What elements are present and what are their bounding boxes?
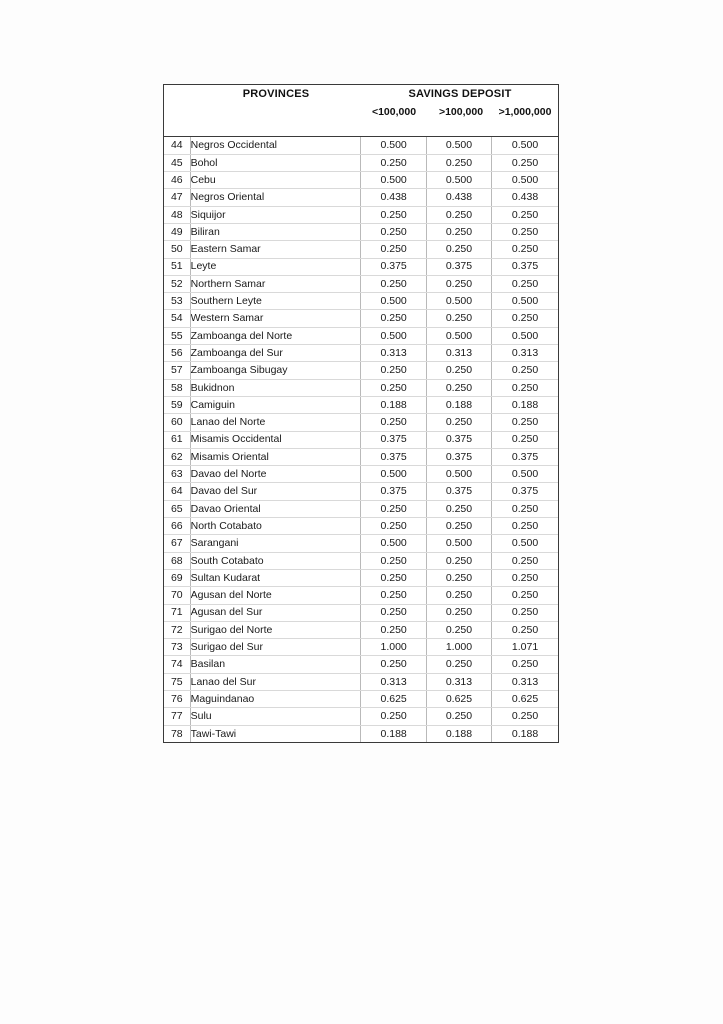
row-number: 70	[164, 587, 190, 604]
value-over-100000: 0.375	[426, 448, 491, 465]
table-row	[164, 466, 558, 483]
value-over-1000000: 0.250	[492, 518, 558, 535]
value-over-100000: 0.250	[426, 569, 491, 586]
value-over-1000000: 0.375	[492, 483, 558, 500]
province-name: Lanao del Norte	[190, 414, 361, 431]
value-under-100000: 0.500	[361, 535, 426, 552]
province-name: Eastern Samar	[190, 241, 361, 258]
province-name: Sarangani	[190, 535, 361, 552]
value-over-100000: 0.250	[426, 708, 491, 725]
value-over-1000000: 0.250	[492, 621, 558, 638]
province-name: Biliran	[190, 223, 361, 240]
value-under-100000: 0.375	[361, 483, 426, 500]
province-name: Maguindanao	[190, 691, 361, 708]
value-over-1000000: 1.071	[492, 639, 558, 656]
value-under-100000: 0.375	[361, 258, 426, 275]
row-number: 75	[164, 673, 190, 690]
row-number: 65	[164, 500, 190, 517]
province-name: Northern Samar	[190, 275, 361, 292]
table-row	[164, 656, 558, 673]
value-over-100000: 0.313	[426, 673, 491, 690]
value-over-100000: 0.250	[426, 362, 491, 379]
value-under-100000: 0.250	[361, 154, 426, 171]
row-number: 72	[164, 621, 190, 638]
province-name: Sultan Kudarat	[190, 569, 361, 586]
table-row	[164, 569, 558, 586]
header-subcolumn-over-100000: >100,000	[438, 106, 484, 118]
value-under-100000: 0.438	[361, 189, 426, 206]
header-provinces-label: PROVINCES	[242, 88, 310, 100]
province-name: Siquijor	[190, 206, 361, 223]
table-row	[164, 379, 558, 396]
value-over-1000000: 0.188	[511, 727, 539, 740]
row-number: 52	[164, 275, 190, 292]
table-header	[163, 84, 559, 136]
value-over-100000: 0.500	[426, 535, 491, 552]
value-under-100000: 0.250	[361, 362, 426, 379]
table-row	[164, 431, 558, 448]
table-row	[164, 241, 558, 258]
row-number: 48	[164, 206, 190, 223]
value-over-1000000: 0.250	[492, 569, 558, 586]
row-number: 56	[164, 345, 190, 362]
table-rows-container	[164, 137, 558, 742]
value-under-100000: 0.500	[361, 137, 426, 154]
table-row	[164, 535, 558, 552]
value-over-100000: 0.188	[426, 725, 491, 742]
province-name: North Cotabato	[190, 518, 361, 535]
province-name: Zamboanga del Norte	[190, 327, 361, 344]
province-name: Cebu	[190, 172, 361, 189]
table-row	[164, 154, 558, 171]
row-number: 61	[164, 431, 190, 448]
row-number: 74	[164, 656, 190, 673]
province-name: Zamboanga Sibugay	[190, 362, 361, 379]
province-name: Negros Occidental	[190, 137, 361, 154]
value-over-100000: 0.500	[426, 327, 491, 344]
value-under-100000: 0.375	[361, 431, 426, 448]
value-over-100000: 0.250	[426, 223, 491, 240]
table-row	[164, 500, 558, 517]
row-number: 49	[164, 223, 190, 240]
value-under-100000: 0.250	[361, 500, 426, 517]
value-over-1000000: 0.500	[492, 466, 558, 483]
province-name: Agusan del Norte	[190, 587, 361, 604]
row-number: 77	[164, 708, 190, 725]
table-row	[164, 189, 558, 206]
value-over-1000000: 0.625	[492, 691, 558, 708]
value-over-1000000: 0.250	[492, 206, 558, 223]
table-row	[164, 345, 558, 362]
row-number: 69	[164, 569, 190, 586]
value-over-100000: 0.250	[426, 310, 491, 327]
row-number: 66	[164, 518, 190, 535]
header-subheader-row	[164, 106, 558, 124]
value-over-100000: 0.438	[426, 189, 491, 206]
row-number: 78	[164, 725, 190, 742]
row-number: 51	[164, 258, 190, 275]
value-over-100000: 0.250	[426, 414, 491, 431]
value-over-1000000: 0.250	[492, 275, 558, 292]
value-under-100000: 0.250	[361, 223, 426, 240]
row-number: 60	[164, 414, 190, 431]
table-row	[164, 327, 558, 344]
value-under-100000: 0.250	[361, 379, 426, 396]
province-name: South Cotabato	[190, 552, 361, 569]
row-number: 58	[164, 379, 190, 396]
value-under-100000: 0.250	[361, 587, 426, 604]
table-row	[164, 172, 558, 189]
value-over-1000000: 0.250	[492, 500, 558, 517]
province-name: Leyte	[190, 258, 361, 275]
row-number: 50	[164, 241, 190, 258]
province-name: Davao del Norte	[190, 466, 361, 483]
value-over-100000: 0.500	[426, 137, 491, 154]
value-over-100000: 0.250	[426, 500, 491, 517]
value-over-1000000: 0.250	[492, 708, 558, 725]
province-name: Camiguin	[190, 396, 361, 413]
value-over-1000000: 0.313	[492, 673, 558, 690]
row-number: 71	[164, 604, 190, 621]
value-under-100000: 0.313	[361, 345, 426, 362]
table-body	[163, 137, 559, 743]
header-subcolumn-over-1000000: >1,000,000	[498, 106, 552, 118]
row-number: 45	[164, 154, 190, 171]
value-over-100000: 0.375	[426, 483, 491, 500]
value-over-100000: 0.250	[426, 604, 491, 621]
row-number: 54	[164, 310, 190, 327]
value-under-100000: 0.250	[361, 414, 426, 431]
province-name: Negros Oriental	[190, 189, 361, 206]
value-over-100000: 0.250	[426, 206, 491, 223]
province-name: Bohol	[190, 154, 361, 171]
row-number: 47	[164, 189, 190, 206]
province-name: Zamboanga del Sur	[190, 345, 361, 362]
value-under-100000: 0.500	[361, 172, 426, 189]
value-under-100000: 0.188	[361, 396, 426, 413]
province-name: Western Samar	[190, 310, 361, 327]
value-over-100000: 0.250	[426, 241, 491, 258]
value-over-1000000: 0.375	[492, 448, 558, 465]
row-number: 46	[164, 172, 190, 189]
province-name: Agusan del Sur	[190, 604, 361, 621]
value-under-100000: 0.250	[361, 569, 426, 586]
table-row	[164, 725, 558, 742]
value-under-100000: 0.250	[361, 656, 426, 673]
table-row	[164, 708, 558, 725]
table-row	[164, 639, 558, 656]
row-number: 67	[164, 535, 190, 552]
value-under-100000: 0.250	[361, 604, 426, 621]
province-name: Bukidnon	[190, 379, 361, 396]
table-row	[164, 206, 558, 223]
value-under-100000: 0.250	[361, 621, 426, 638]
value-over-1000000: 0.375	[492, 258, 558, 275]
value-over-1000000: 0.188	[492, 396, 558, 413]
table-row	[164, 691, 558, 708]
table-row	[164, 310, 558, 327]
province-name: Tawi-Tawi	[190, 725, 361, 742]
value-over-100000: 0.250	[426, 587, 491, 604]
value-over-100000: 0.250	[426, 154, 491, 171]
value-under-100000: 0.250	[361, 310, 426, 327]
value-over-1000000: 0.250	[492, 656, 558, 673]
value-over-1000000: 0.250	[492, 379, 558, 396]
table-row	[164, 621, 558, 638]
savings-deposit-table	[163, 84, 559, 743]
value-over-1000000: 0.250	[492, 604, 558, 621]
table-row	[164, 552, 558, 569]
table-row	[164, 137, 558, 154]
row-number: 62	[164, 448, 190, 465]
value-over-1000000: 0.438	[492, 189, 558, 206]
value-over-100000: 0.250	[426, 518, 491, 535]
table-row	[164, 258, 558, 275]
value-over-100000: 0.625	[426, 691, 491, 708]
value-over-100000: 0.313	[426, 345, 491, 362]
value-under-100000: 0.500	[361, 293, 426, 310]
table-row	[164, 448, 558, 465]
table-row	[164, 483, 558, 500]
value-over-1000000: 0.500	[492, 327, 558, 344]
value-under-100000: 0.250	[361, 275, 426, 292]
value-over-1000000: 0.250	[492, 310, 558, 327]
table-row	[164, 587, 558, 604]
table-row	[164, 275, 558, 292]
row-number: 64	[164, 483, 190, 500]
value-under-100000: 0.250	[361, 241, 426, 258]
row-number: 76	[164, 691, 190, 708]
value-over-1000000: 0.500	[492, 172, 558, 189]
value-under-100000: 0.375	[361, 448, 426, 465]
value-under-100000: 0.188	[361, 725, 426, 742]
table-row	[164, 362, 558, 379]
province-name: Davao del Sur	[190, 483, 361, 500]
table-row	[164, 414, 558, 431]
value-over-1000000: 0.250	[492, 362, 558, 379]
value-over-1000000: 0.313	[492, 345, 558, 362]
row-number: 44	[164, 137, 190, 154]
province-name: Misamis Occidental	[190, 431, 361, 448]
value-over-100000: 0.500	[426, 172, 491, 189]
value-over-100000: 0.375	[426, 258, 491, 275]
value-under-100000: 0.250	[361, 552, 426, 569]
value-over-1000000: 0.250	[492, 552, 558, 569]
header-savings-deposit-label: SAVINGS DEPOSIT	[408, 88, 512, 100]
value-over-100000: 0.500	[426, 466, 491, 483]
value-over-100000: 0.250	[426, 552, 491, 569]
value-over-1000000: 0.250	[492, 154, 558, 171]
value-over-1000000: 0.250	[492, 241, 558, 258]
header-title-row	[164, 85, 558, 105]
value-under-100000: 0.250	[361, 518, 426, 535]
value-under-100000: 0.500	[361, 327, 426, 344]
province-name: Sulu	[190, 708, 361, 725]
value-over-100000: 1.000	[426, 639, 491, 656]
table-row	[164, 673, 558, 690]
value-over-100000: 0.500	[426, 293, 491, 310]
value-over-1000000: 0.250	[492, 414, 558, 431]
table-row	[164, 604, 558, 621]
table-row	[164, 396, 558, 413]
value-under-100000: 0.500	[361, 466, 426, 483]
row-number: 59	[164, 396, 190, 413]
value-under-100000: 0.313	[361, 673, 426, 690]
value-under-100000: 0.625	[361, 691, 426, 708]
value-over-1000000: 0.500	[492, 535, 558, 552]
row-number: 57	[164, 362, 190, 379]
value-over-100000: 0.250	[426, 275, 491, 292]
value-under-100000: 1.000	[361, 639, 426, 656]
value-over-100000: 0.250	[426, 656, 491, 673]
value-over-100000: 0.188	[426, 396, 491, 413]
province-name: Lanao del Sur	[190, 673, 361, 690]
province-name: Basilan	[190, 656, 361, 673]
province-name: Southern Leyte	[190, 293, 361, 310]
value-over-1000000: 0.500	[492, 293, 558, 310]
value-over-100000: 0.375	[426, 431, 491, 448]
value-over-1000000: 0.500	[492, 137, 558, 154]
header-body-divider	[163, 136, 559, 137]
province-name: Davao Oriental	[190, 500, 361, 517]
row-number: 63	[164, 466, 190, 483]
province-name: Surigao del Norte	[190, 621, 361, 638]
row-number: 53	[164, 293, 190, 310]
row-number: 73	[164, 639, 190, 656]
header-subcolumn-under-100000: <100,000	[371, 106, 417, 118]
table-row	[164, 293, 558, 310]
value-over-100000: 0.250	[426, 379, 491, 396]
value-over-1000000: 0.250	[492, 223, 558, 240]
row-number: 68	[164, 552, 190, 569]
value-under-100000: 0.250	[361, 708, 426, 725]
province-name: Surigao del Sur	[190, 639, 361, 656]
value-over-1000000: 0.250	[492, 431, 558, 448]
table-row	[164, 518, 558, 535]
value-under-100000: 0.250	[361, 206, 426, 223]
value-over-1000000: 0.250	[492, 587, 558, 604]
table-row	[164, 223, 558, 240]
row-number: 55	[164, 327, 190, 344]
province-name: Misamis Oriental	[190, 448, 361, 465]
value-over-100000: 0.250	[426, 621, 491, 638]
